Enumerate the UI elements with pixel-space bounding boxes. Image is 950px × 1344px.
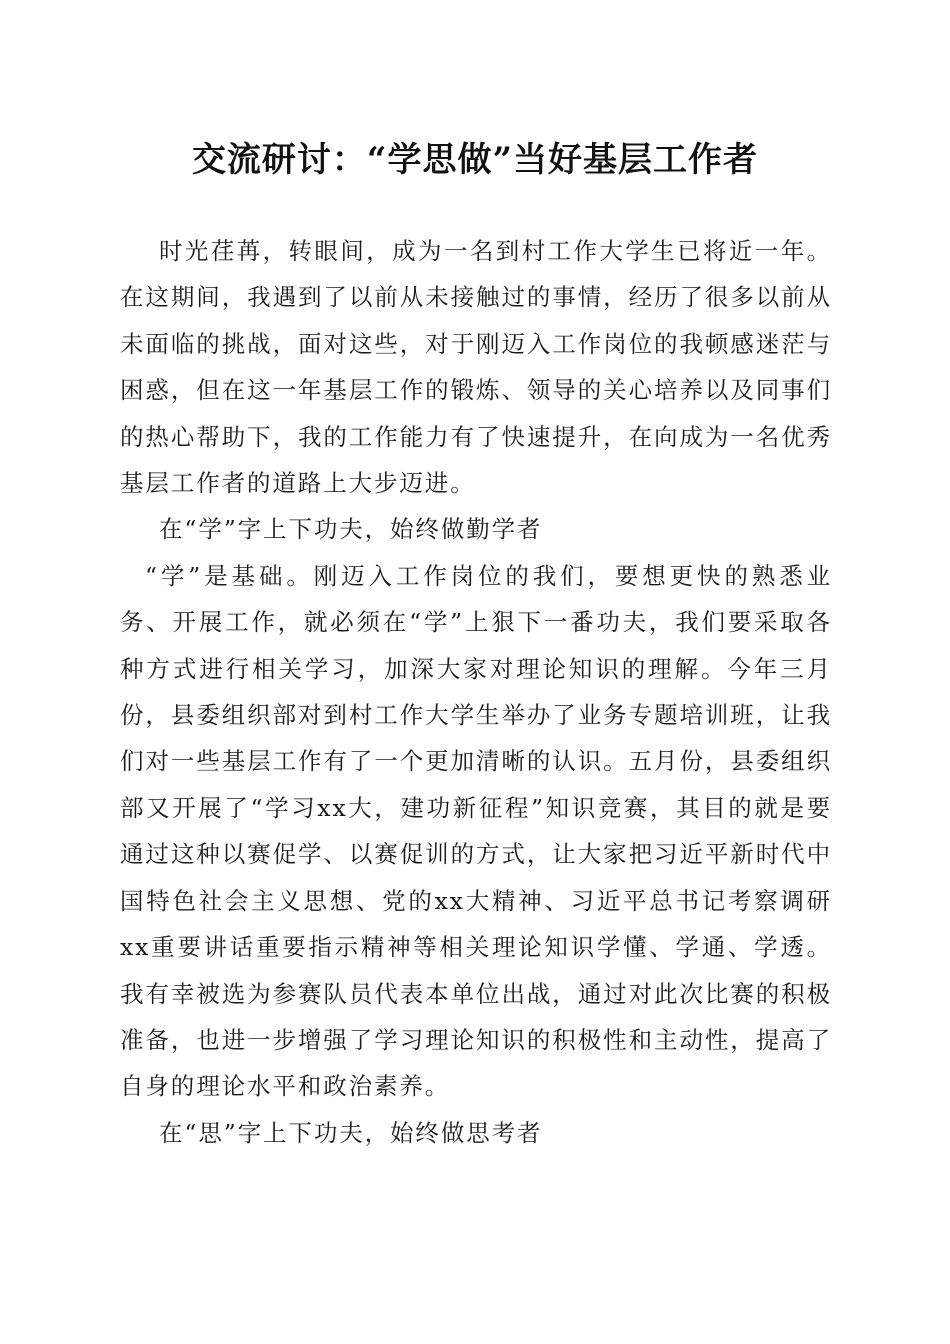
intro-paragraph: 时光荏苒，转眼间，成为一名到村工作大学生已将近一年。在这期间，我遇到了以前从未接触过的事情，经历了很多以前从未面临的挑战，面对这些，对于刚迈入工作岗位的我顿感迷茫与困惑，但在这一年基层工作的锻炼、领导的关心培养以及同事们的热心帮助下，我的工作能力有了快速提升，在向成为一名优秀基层工作者的道路上大步迈进。 bbox=[120, 237, 832, 498]
section-heading-study: 在“学”字上下功夫，始终做勤学者 bbox=[159, 515, 543, 544]
section-heading-think: 在“思”字上下功夫，始终做思考者 bbox=[159, 1118, 543, 1147]
document-title: 交流研讨：“学思做”当好基层工作者 bbox=[191, 140, 759, 180]
study-paragraph: “学”是基础。刚迈入工作岗位的我们，要想更快的熟悉业务、开展工作，就必须在“学”上狠下一番功夫，我们要采取各种方式进行相关学习，加深大家对理论知识的理解。今年三月份，县委组织部对到村工作大学生举办了业务专题培训班，让我们对一些基层工作有了一个更加清晰的认识。五月份，县委组织部又开展了“学习xx大，建功新征程”知识竞赛，其目的就是要通过这种以赛促学、以赛促训的方式，让大家把习近平新时代中国特色社会主义思想、党的xx大精神、习近平总书记考察调研xx重要讲话重要指示精神等相关理论知识学懂、学通、学透。我有幸被选为参赛队员代表本单位出战，通过对此次比赛的积极准备，也进一步增强了学习理论知识的积极性和主动性，提高了自身的理论水平和政治素养。 bbox=[120, 561, 832, 1101]
document-body bbox=[120, 228, 832, 1156]
